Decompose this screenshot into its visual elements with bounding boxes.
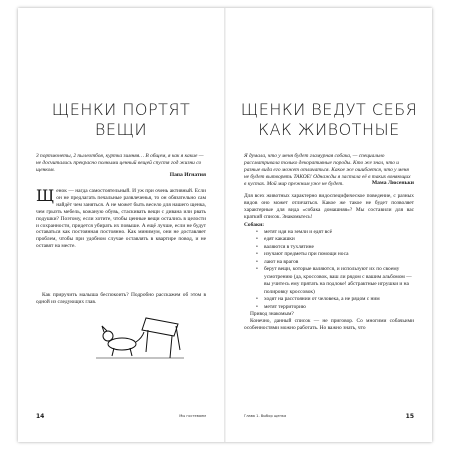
book-spread xyxy=(18,8,432,442)
chapter-title xyxy=(234,100,424,140)
epigraph-author: Папа Игнатия xyxy=(169,172,206,178)
body-paragraph: Как приручить малыша беспокоить? Подробно расскажем об этом в одной из следующих глав. xyxy=(36,292,206,305)
list-item: • лают на врагов xyxy=(264,259,414,267)
intro-paragraph: Для всех животных характерно видоспецифическое поведение, с разных видов оно может отличаться. Какое же такое не будет позволяет характерные для вида «собака домашняя»? Мы составили для вас краткий список. Знакомьтесь! xyxy=(244,193,414,220)
paragraph-text: енок — нагда самостоятельный. И уж при очень активный. Если он не предлагать печальные развлеченья, то он обязательно сам найдёт чем заняться. А не может быть весело для нашего щенка, чем грызть мебель, кожаную обувь, стаскивать вещи с дивана или рвать подушки? Поэтому, если хотите, чтобы ценные вещи остались в целости и сохранности, придется убирать их повыше. А ещё лучше, если не будут оставаться как постоянная постоянно. Как минимум, они не доставляет проблем, чтобы при удобном случае оставлять в квартире повод, и не оставят на месте. xyxy=(36,188,206,250)
page-number: 14 xyxy=(36,413,45,420)
list-title: Собаки: xyxy=(244,221,264,228)
epigraph: Я думала, что у меня будет гламурная собака, — специально рассматривала только декоративные породы. Кто же знал, что и разные вида его может отличаться. Какое же ошибается, что у меня не будет вытворять ТАКОЕ! Однажды я застала её в таких воняющих в кустах. Мой мир прежним уже не будет. xyxy=(244,153,411,187)
page-number: 15 xyxy=(405,413,414,420)
closing-question: Привод знакомым? xyxy=(250,311,294,318)
closing-paragraph: Конечно, данный список — не приговор. Со многими собачьими особенностями можно работать. Но важно знать, что xyxy=(244,317,414,331)
list-item: • берут вещи, которые валяются, и используют их по своему усмотрению (да, кроссовок, ваш ли рядом с вашим альбомом — вы учитесь ему прятать на подлоке! абстрактные игрушки и на полировку кроссовок) xyxy=(264,266,414,296)
list-item: • метят идя на земли и едят всё xyxy=(264,229,414,237)
chapter-title-line: ЩЕНКИ ВЕДУТ СЕБЯ xyxy=(240,100,418,119)
running-head: Глава 1. Выбор щенка xyxy=(244,414,287,418)
list-item: • валяются в тухлятине xyxy=(264,244,414,252)
left-page xyxy=(18,8,224,442)
bullet-list xyxy=(244,229,414,312)
list-item: • метят территорию xyxy=(264,304,414,312)
epigraph-author: Мама Люсеньки xyxy=(371,180,414,186)
body-paragraph xyxy=(36,188,206,250)
running-head: Мы гостеваем xyxy=(179,414,206,418)
dropcap: Щ xyxy=(36,186,55,205)
right-page xyxy=(226,8,432,442)
list-item: • ходят на расстоянии от человека, а не рядом с ним xyxy=(264,296,414,304)
chapter-title-line: КАК ЖИВОТНЫЕ xyxy=(258,120,400,139)
list-item: • едят какашки xyxy=(264,236,414,244)
puppy-chair-illustration xyxy=(92,314,188,362)
list-item: • изучают предметы при помощи носа xyxy=(264,251,414,259)
epigraph: 3 портмонеты, 2 пылеотбоя, куртка зимняя… В общем, я как я какие — не досчитались прекрасно полными ценный вещей спустя год жизни со щенком. xyxy=(36,153,204,173)
chapter-title: ЩЕНКИ ПОРТЯТ ВЕЩИ xyxy=(51,100,191,139)
body-text xyxy=(244,193,414,332)
